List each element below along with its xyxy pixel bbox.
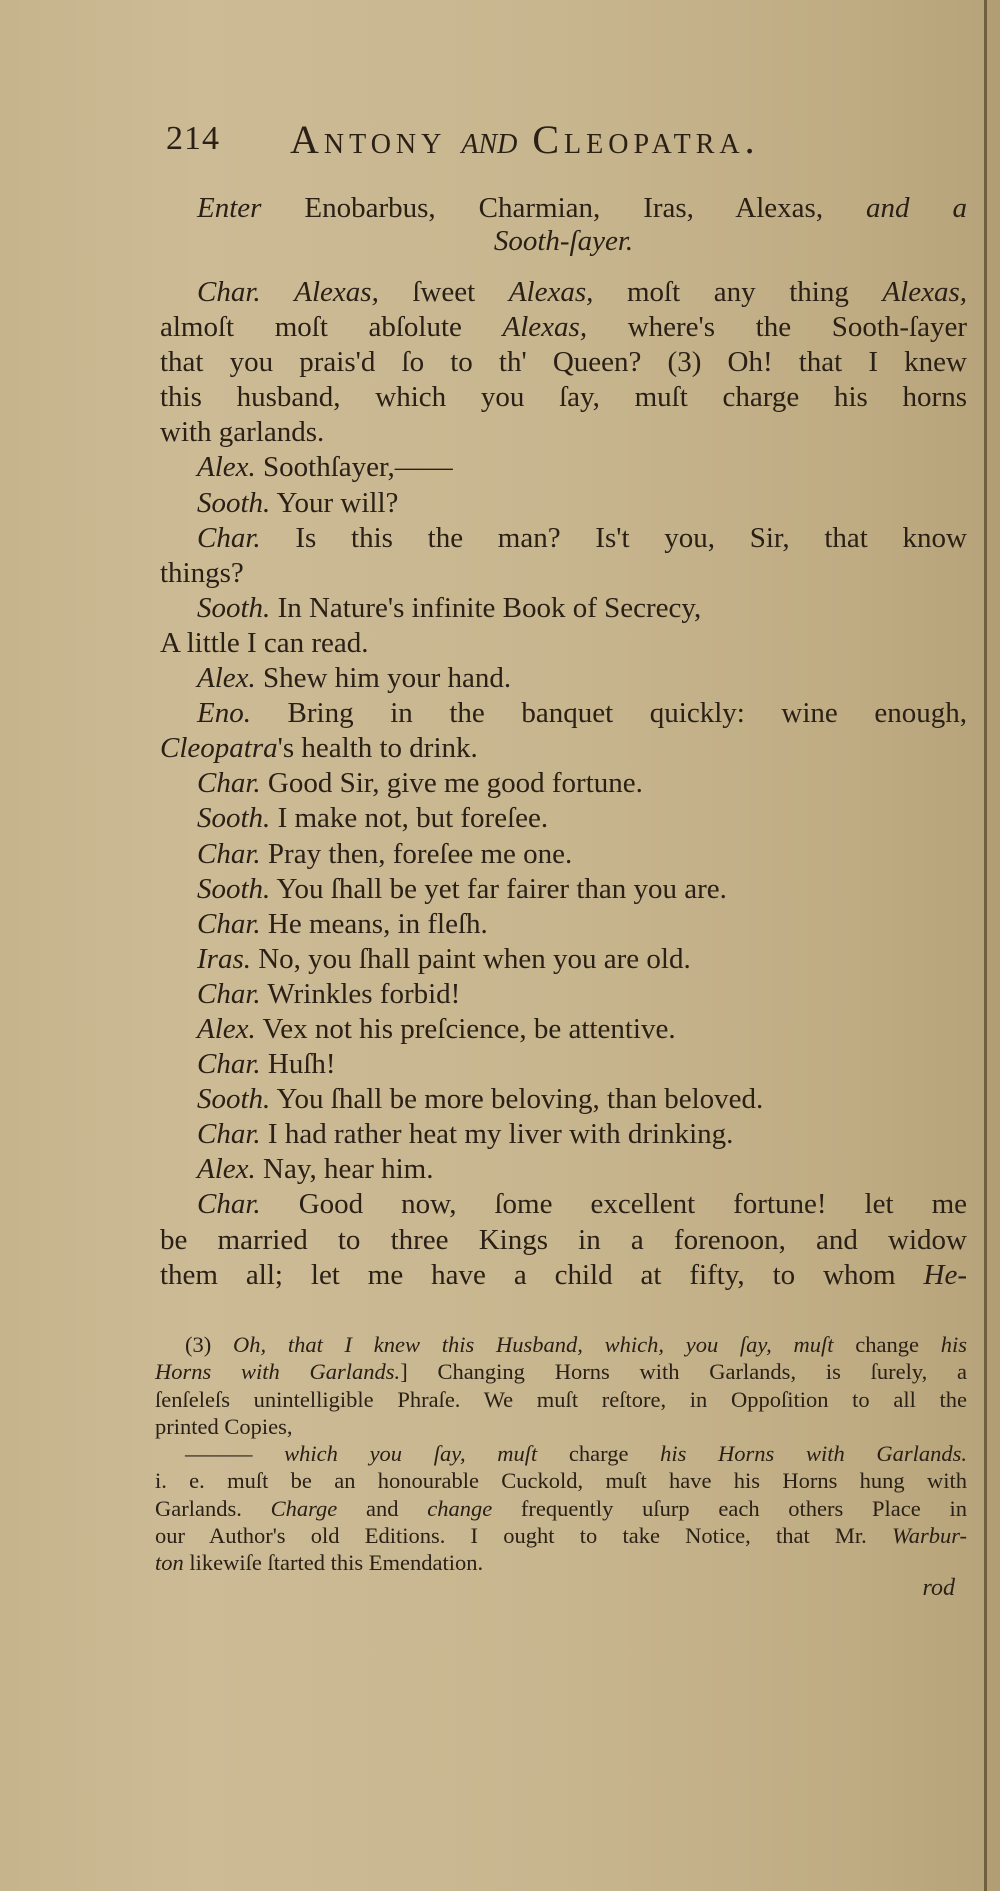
italic-text: Char. xyxy=(197,521,261,554)
text: 's health to drink. xyxy=(277,732,478,765)
running-header xyxy=(166,116,966,164)
title-cleopatra: Cleopatra. xyxy=(517,117,760,162)
italic-text: Warbur- xyxy=(892,1523,967,1549)
italic-text: his xyxy=(940,1332,967,1357)
text: with garlands. xyxy=(160,416,325,449)
text: i. e. muſt be an honourable Cuckold, muſt have his Horns hung with xyxy=(155,1468,967,1494)
stage-direction-line xyxy=(160,192,967,225)
text: Shew him your hand. xyxy=(255,662,512,695)
text-line xyxy=(160,1223,967,1258)
text-line xyxy=(160,345,967,380)
text: where's the Sooth-ſayer xyxy=(587,311,967,344)
text: He means, in fleſh. xyxy=(260,907,488,940)
text: frequently uſurp each others Place in xyxy=(492,1495,967,1521)
text: our Author's old Editions. I ought to take Notice, that Mr. xyxy=(155,1523,893,1549)
italic-text: Alexas, xyxy=(508,276,594,308)
italic-text: Eno. xyxy=(197,697,251,730)
text: Bring in the banquet quickly: wine enough, xyxy=(250,697,967,730)
text: Good Sir, give me good fortune. xyxy=(260,767,643,800)
text: ——— xyxy=(185,1441,285,1467)
footnote-line xyxy=(155,1413,967,1440)
text-line xyxy=(160,1187,967,1222)
text-line xyxy=(160,415,967,450)
text-line xyxy=(160,1047,967,1082)
italic-text: Charge xyxy=(270,1495,338,1521)
footnote-line xyxy=(155,1358,967,1385)
text: No, you ſhall paint when you are old. xyxy=(250,942,691,975)
text-line xyxy=(160,521,967,556)
text: You ſhall be more beloving, than beloved. xyxy=(270,1083,764,1116)
footnote xyxy=(155,1331,967,1577)
italic-text: Sooth. xyxy=(197,486,271,519)
text-line xyxy=(160,486,967,521)
text-line xyxy=(160,661,967,696)
italic-text: Iras. xyxy=(197,942,251,975)
italic-text: Sooth. xyxy=(197,802,271,835)
text: Vex not his preſcience, be attentive. xyxy=(255,1012,676,1045)
text-line xyxy=(160,977,967,1012)
italic-text: Cleopatra xyxy=(160,732,278,765)
text-line xyxy=(160,275,967,310)
text: You ſhall be yet far fairer than you are. xyxy=(270,872,727,905)
text-line xyxy=(160,626,967,661)
italic-text: which you ſay, muſt xyxy=(284,1441,538,1467)
text: Your will? xyxy=(270,486,399,519)
text: Pray then, foreſee me one. xyxy=(260,837,573,870)
text: that you prais'd ſo to th' Queen? (3) Oh! that I knew xyxy=(160,346,967,379)
text: Soothſayer,—— xyxy=(255,451,453,484)
italic-text: Enter xyxy=(197,192,262,224)
text: I make not, but foreſee. xyxy=(270,802,549,835)
text: Nay, hear him. xyxy=(255,1153,434,1186)
text: change xyxy=(833,1332,941,1357)
text: likewiſe ſtarted this Emendation. xyxy=(183,1550,484,1576)
italic-text: Sooth. xyxy=(197,872,271,905)
footnote-line xyxy=(155,1386,967,1413)
text: (3) xyxy=(185,1332,233,1357)
italic-text: Alexas, xyxy=(502,311,588,344)
italic-text: ton xyxy=(155,1550,184,1576)
text-line xyxy=(160,696,967,731)
text-line xyxy=(160,1152,967,1187)
text: charge xyxy=(537,1441,661,1467)
italic-text: Char. xyxy=(197,1048,261,1081)
italic-text: Alex. xyxy=(197,1012,256,1045)
italic-text: Alex. xyxy=(197,662,256,695)
italic-text: Char. xyxy=(197,977,261,1010)
italic-text: Sooth. xyxy=(197,591,271,624)
text: ſenſeleſs unintelligible Phraſe. We muſt reſtore, in Oppoſition to all the xyxy=(155,1386,967,1412)
footnote-line xyxy=(155,1440,967,1467)
footnote-line xyxy=(155,1522,967,1549)
italic-text: Alexas, xyxy=(882,276,967,308)
italic-text: Oh, that I knew this Husband, which, you ſay, muſt xyxy=(232,1332,834,1357)
text: Good now, ſome excellent fortune! let me xyxy=(260,1188,967,1221)
text: Wrinkles forbid! xyxy=(260,977,461,1010)
text-line xyxy=(160,1012,967,1047)
text-line xyxy=(160,1117,967,1152)
italic-text: Char. xyxy=(197,1188,261,1221)
text-line xyxy=(160,942,967,977)
italic-text: his Horns with Garlands. xyxy=(660,1441,968,1467)
title-antony: Antony xyxy=(290,117,462,162)
text-line xyxy=(160,837,967,872)
text-line xyxy=(160,450,967,485)
text-line xyxy=(160,801,967,836)
italic-text: Char. xyxy=(197,276,261,308)
text: things? xyxy=(160,556,244,589)
text: Enobarbus, Charmian, Iras, Alexas, xyxy=(261,192,867,224)
italic-text: Alex. xyxy=(197,451,256,484)
text: A little I can read. xyxy=(160,626,369,659)
page-margin-beyond-edge xyxy=(987,0,1000,1891)
footnote-line xyxy=(155,1467,967,1494)
page-number: 214 xyxy=(166,120,220,157)
title-and: and xyxy=(461,117,518,162)
italic-text: Char. xyxy=(197,1118,261,1151)
stage-direction-line xyxy=(160,225,967,258)
text-line xyxy=(160,310,967,345)
text: almoſt moſt abſolute xyxy=(160,311,503,344)
italic-text: Sooth. xyxy=(197,1083,271,1116)
stage-direction xyxy=(160,192,967,258)
text: ſweet xyxy=(378,276,509,308)
italic-text: change xyxy=(427,1495,493,1521)
text-line xyxy=(160,591,967,626)
italic-text: and a xyxy=(866,192,967,224)
italic-text: Horns with Garlands. xyxy=(155,1359,401,1385)
italic-text: Alexas, xyxy=(294,276,379,308)
text: Garlands. xyxy=(155,1495,271,1521)
text-line xyxy=(160,766,967,801)
text-line xyxy=(160,556,967,591)
text: I had rather heat my liver with drinking. xyxy=(260,1118,734,1151)
italic-text: Char. xyxy=(197,837,261,870)
footnote-line xyxy=(155,1495,967,1522)
catchword: rod xyxy=(922,1575,955,1601)
footnote-line xyxy=(155,1331,967,1358)
text-line xyxy=(160,380,967,415)
italic-text: Sooth-ſayer. xyxy=(493,225,634,257)
text: moſt any thing xyxy=(593,276,883,308)
play-text xyxy=(160,275,967,1293)
text: them all; let me have a child at fifty, to whom xyxy=(160,1258,924,1291)
italic-text: Char. xyxy=(197,907,261,940)
text-line xyxy=(160,731,967,766)
text-line xyxy=(160,1082,967,1117)
text-line xyxy=(160,907,967,942)
text: and xyxy=(337,1495,428,1521)
text xyxy=(261,276,295,308)
text-line xyxy=(160,872,967,907)
text: printed Copies, xyxy=(155,1413,293,1439)
text: be married to three Kings in a forenoon, and widow xyxy=(160,1223,967,1256)
text: In Nature's infinite Book of Secrecy, xyxy=(270,591,702,624)
italic-text: Alex. xyxy=(197,1153,256,1186)
text-line xyxy=(160,1258,967,1293)
text: ] Changing Horns with Garlands, is ſurely, a xyxy=(400,1359,967,1385)
text: Huſh! xyxy=(260,1048,336,1081)
text: this husband, which you ſay, muſt charge his horns xyxy=(160,381,967,414)
text: Is this the man? Is't you, Sir, that know xyxy=(260,521,967,554)
running-title xyxy=(290,116,760,163)
italic-text: Char. xyxy=(197,767,261,800)
footnote-line xyxy=(155,1549,967,1576)
italic-text: He- xyxy=(923,1258,967,1291)
